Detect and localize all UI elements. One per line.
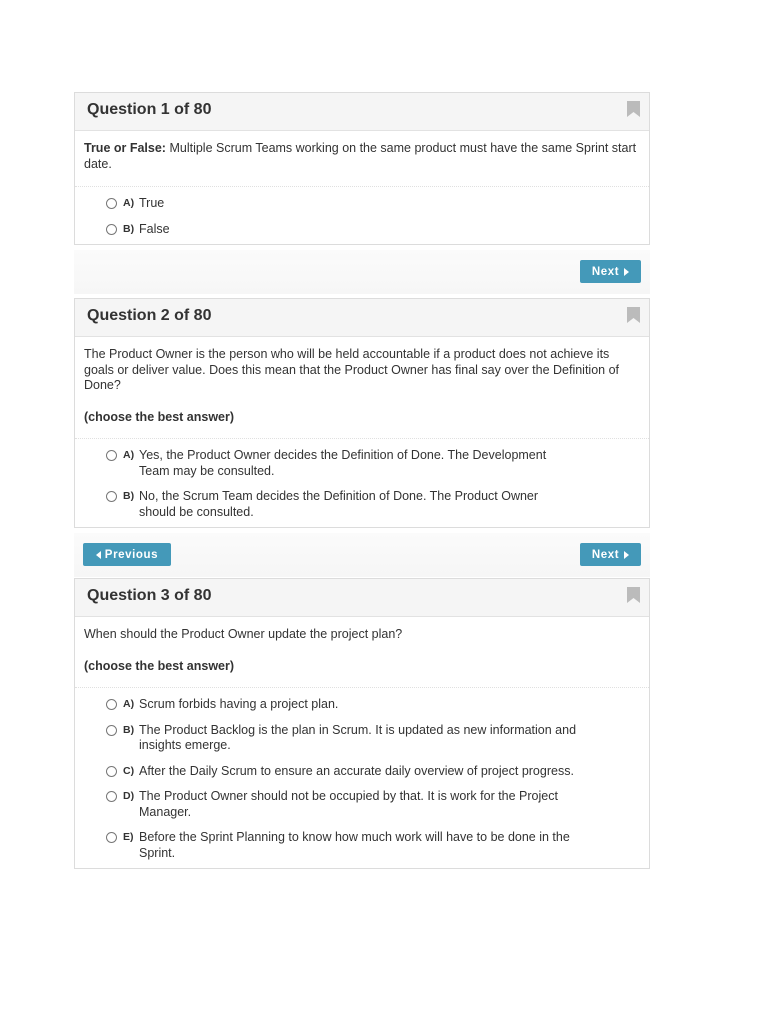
radio-button[interactable] — [106, 791, 117, 802]
option-letter: E) — [123, 831, 134, 843]
radio-button[interactable] — [106, 491, 117, 502]
option-text: The Product Backlog is the plan in Scrum. It is updated as new information and insights emerge. — [139, 722, 577, 752]
option-a[interactable] — [75, 448, 649, 479]
option-b[interactable] — [75, 723, 649, 754]
radio-button[interactable] — [106, 450, 117, 461]
option-text: No, the Scrum Team decides the Definition of Done. The Product Owner should be consulted. — [139, 489, 539, 519]
option-letter: B) — [123, 723, 135, 736]
prompt-bold: True or False: — [84, 141, 166, 155]
option-letter: D) — [123, 790, 135, 802]
question-title: Question 2 of 80 — [87, 307, 212, 324]
question-card-2 — [74, 298, 650, 528]
radio-button[interactable] — [106, 198, 117, 209]
option-letter: A) — [123, 449, 135, 461]
question-header — [75, 299, 649, 337]
option-a[interactable] — [75, 697, 649, 713]
caret-right-icon — [624, 268, 629, 276]
option-text: The Product Owner should not be occupied by that. It is work for the Project Manager. — [139, 789, 558, 819]
radio-button[interactable] — [106, 725, 117, 736]
radio-button[interactable] — [106, 224, 117, 235]
question-prompt — [75, 337, 649, 439]
question-prompt — [75, 131, 649, 187]
option-letter: A) — [123, 197, 135, 209]
option-a[interactable] — [75, 196, 649, 212]
option-text: True — [139, 196, 165, 210]
option-text: Yes, the Product Owner decides the Definition of Done. The Development Team may be consulted. — [139, 448, 547, 478]
option-letter: C) — [123, 764, 135, 777]
previous-button[interactable] — [83, 543, 171, 566]
option-d[interactable] — [75, 789, 649, 820]
bookmark-icon[interactable] — [627, 307, 640, 323]
prompt-text: The Product Owner is the person who will be held accountable if a product does not achieve its goals or deliver value. Does this mean that the Product Owner has final say over the Definition of Done? — [84, 347, 620, 392]
option-b[interactable] — [75, 222, 649, 238]
prompt-text: Multiple Scrum Teams working on the same product must have the same Sprint start date. — [84, 141, 637, 171]
bookmark-icon[interactable] — [627, 101, 640, 117]
option-e[interactable] — [75, 830, 649, 861]
nav-row-1 — [74, 250, 650, 294]
question-title: Question 1 of 80 — [87, 101, 212, 118]
next-label: Next — [591, 265, 620, 278]
option-text: After the Daily Scrum to ensure an accurate daily overview of project progress. — [139, 763, 574, 778]
question-prompt — [75, 617, 649, 688]
options-list — [75, 439, 649, 530]
options-list — [75, 187, 649, 247]
question-title: Question 3 of 80 — [87, 587, 212, 604]
radio-button[interactable] — [106, 766, 117, 777]
caret-left-icon — [96, 551, 101, 559]
question-header — [75, 579, 649, 617]
option-c[interactable] — [75, 764, 649, 780]
option-b[interactable] — [75, 489, 649, 520]
question-card-3 — [74, 578, 650, 869]
next-label: Next — [591, 548, 620, 561]
question-card-1 — [74, 92, 650, 245]
next-button[interactable] — [580, 260, 641, 283]
option-text: Before the Sprint Planning to know how much work will have to be done in the Sprint. — [139, 830, 570, 860]
option-text: False — [139, 221, 170, 236]
prompt-text: When should the Product Owner update the project plan? — [84, 627, 403, 641]
option-text: Scrum forbids having a project plan. — [139, 697, 339, 711]
radio-button[interactable] — [106, 699, 117, 710]
question-hint: (choose the best answer) — [84, 409, 235, 424]
question-hint: (choose the best answer) — [84, 658, 235, 673]
radio-button[interactable] — [106, 832, 117, 843]
option-letter: A) — [123, 698, 135, 710]
bookmark-icon[interactable] — [627, 587, 640, 603]
caret-right-icon — [624, 551, 629, 559]
option-letter: B) — [123, 490, 135, 502]
option-letter: B) — [123, 222, 135, 235]
options-list — [75, 688, 649, 871]
next-button[interactable] — [580, 543, 641, 566]
previous-label: Previous — [104, 548, 159, 561]
question-header — [75, 93, 649, 131]
